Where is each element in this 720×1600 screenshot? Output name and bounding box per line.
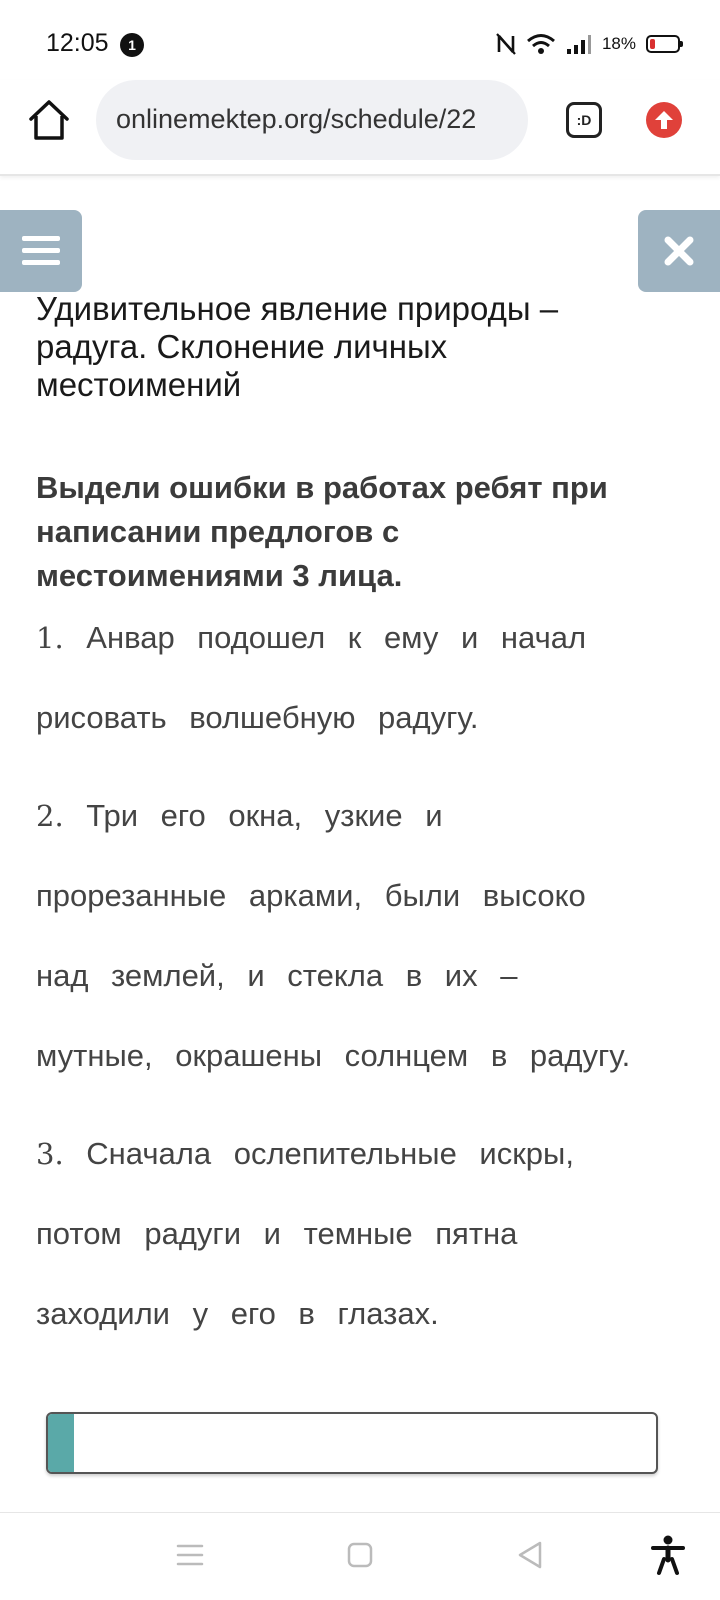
status-bar [0, 0, 720, 80]
lesson-title-line: местоимений [36, 366, 242, 403]
close-button[interactable] [638, 210, 720, 292]
sentence-2-line [36, 798, 443, 834]
battery-level [650, 39, 655, 49]
task-heading-line: Выдели ошибки в работах ребят при [36, 470, 608, 505]
answer-input[interactable] [46, 1412, 658, 1474]
sentence-2-line: над землей, и стекла в их – [36, 958, 518, 993]
sentence-number: 2. [36, 799, 64, 833]
hamburger-line [22, 260, 60, 265]
close-icon [638, 210, 720, 292]
hamburger-line [22, 248, 60, 253]
sentence-text: Три его окна, узкие и [86, 798, 443, 833]
accessibility-icon[interactable] [644, 1531, 692, 1579]
sentence-3-line: потом радуги и темные пятна [36, 1216, 518, 1251]
sentence-text: Анвар подошел к ему и начал [86, 620, 587, 655]
signal-icon [566, 33, 592, 55]
sentence-2-line: прорезанные арками, были высоко [36, 878, 586, 913]
tab-switcher-button[interactable]: :D [566, 102, 602, 138]
update-button[interactable] [646, 102, 682, 138]
url-text: onlinemektep.org/schedule/22 [116, 104, 477, 134]
status-icons [496, 30, 680, 58]
nav-home-icon[interactable] [336, 1531, 384, 1579]
lesson-title-line: радуга. Склонение личных [36, 328, 448, 365]
lesson-title [36, 290, 676, 404]
task-heading-line: написании предлогов с [36, 514, 400, 549]
notification-badge: 1 [120, 33, 144, 57]
url-field[interactable] [96, 80, 528, 160]
battery-icon [646, 35, 680, 53]
menu-button[interactable] [0, 210, 82, 292]
task-heading-line: местоимениями 3 лица. [36, 558, 403, 593]
sentence-1-line: рисовать волшебную радугу. [36, 700, 479, 735]
system-navigation-bar [0, 1512, 720, 1600]
back-icon[interactable] [506, 1531, 554, 1579]
sentence-1-line [36, 620, 586, 656]
arrow-up-icon [646, 102, 682, 138]
sentence-number: 1. [36, 621, 64, 655]
nfc-icon [496, 33, 516, 55]
wifi-icon [526, 33, 556, 55]
lesson-title-line: Удивительное явление природы – [36, 290, 559, 327]
sentence-number: 3. [36, 1137, 64, 1171]
hamburger-menu-icon [22, 236, 60, 241]
status-time: 12:05 [46, 29, 109, 57]
sentence-3-line: заходили у его в глазах. [36, 1296, 439, 1331]
home-icon[interactable] [26, 97, 72, 143]
battery-percent: 18% [601, 34, 636, 53]
sentence-3-line [36, 1136, 574, 1172]
sentence-text: Сначала ослепительные искры, [86, 1136, 574, 1171]
task-heading [36, 466, 696, 598]
recent-apps-icon[interactable] [166, 1531, 214, 1579]
sentence-2-line: мутные, окрашены солнцем в радугу. [36, 1038, 631, 1073]
answer-accent-bar [48, 1414, 74, 1472]
browser-toolbar [0, 80, 720, 176]
